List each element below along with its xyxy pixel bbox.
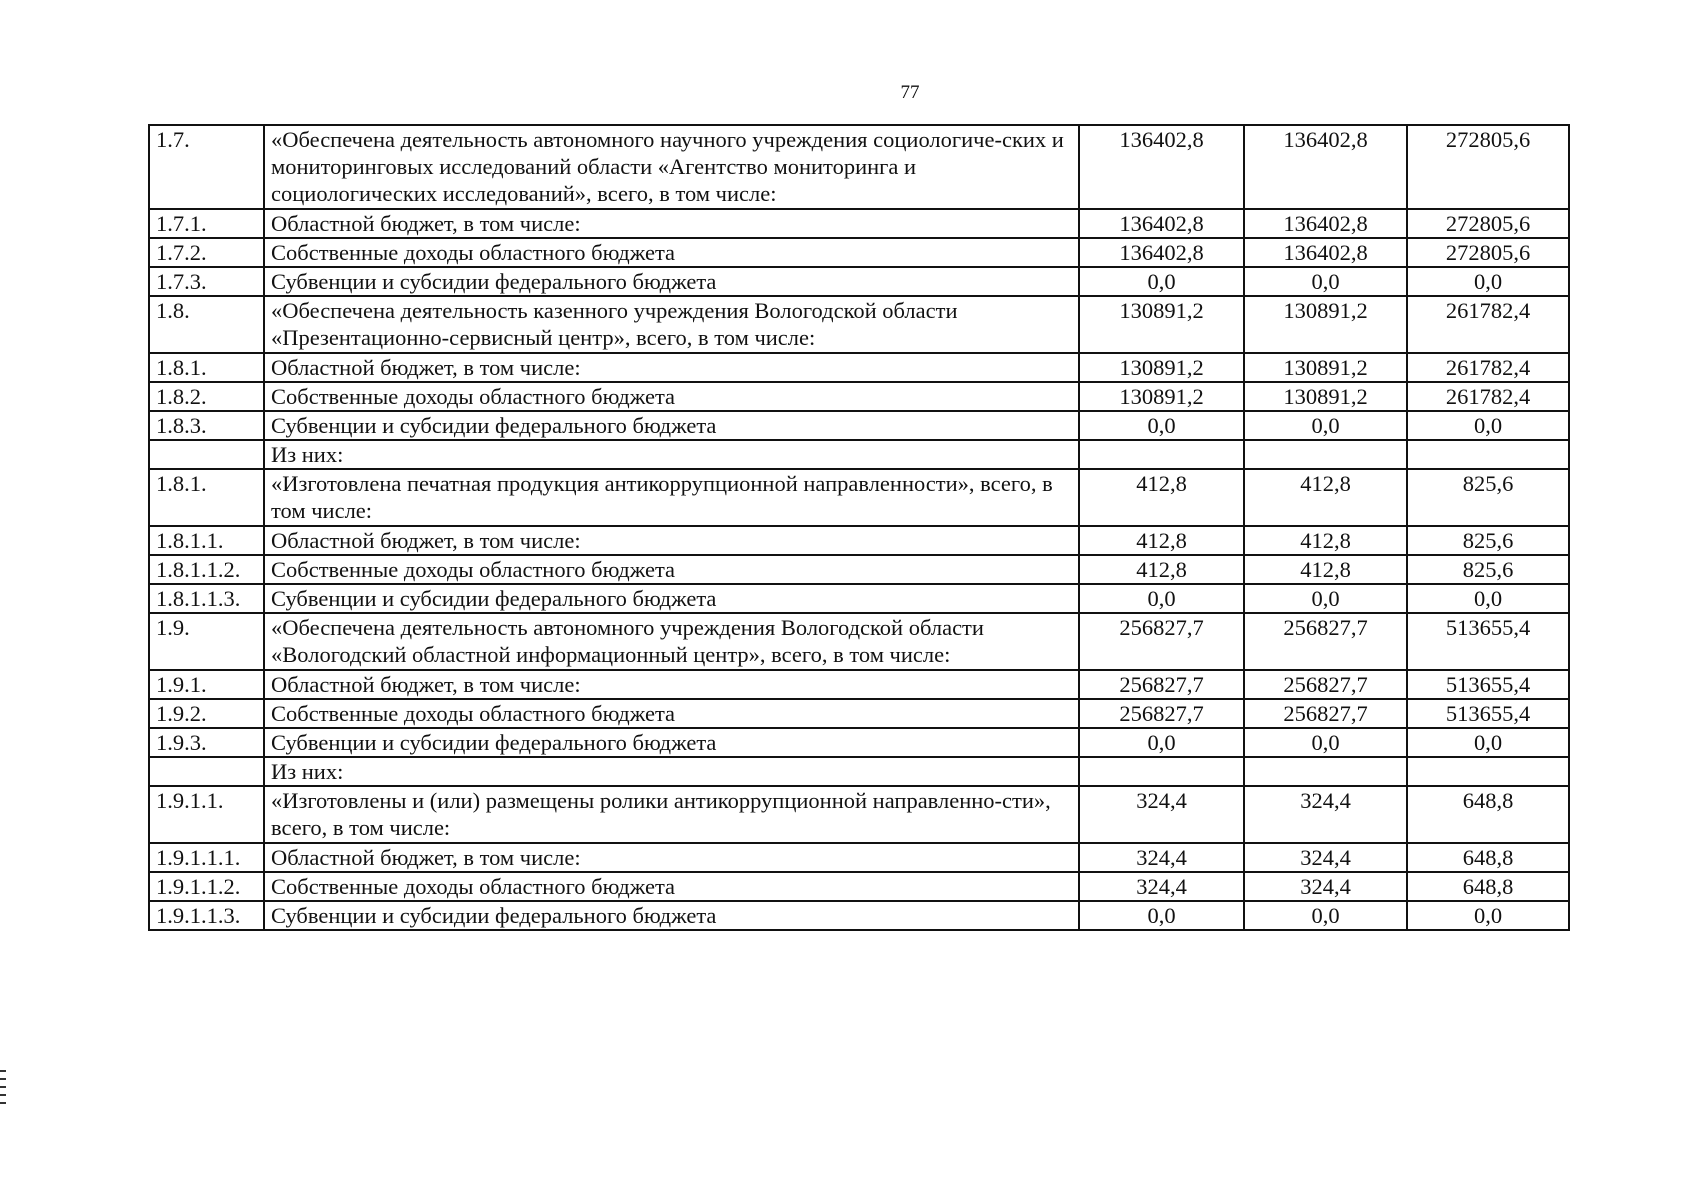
table-row (149, 699, 1569, 728)
row-number: 1.9.1.1. (149, 786, 264, 843)
table-row (149, 382, 1569, 411)
row-value-1: 0,0 (1079, 411, 1244, 440)
row-value-3: 825,6 (1407, 526, 1569, 555)
row-value-2: 130891,2 (1244, 382, 1407, 411)
row-value-1: 324,4 (1079, 872, 1244, 901)
row-name: Собственные доходы областного бюджета (264, 699, 1079, 728)
row-value-3: 272805,6 (1407, 125, 1569, 209)
row-value-2: 0,0 (1244, 411, 1407, 440)
row-value-1: 136402,8 (1079, 209, 1244, 238)
table-row (149, 238, 1569, 267)
row-value-2: 256827,7 (1244, 699, 1407, 728)
row-name: Областной бюджет, в том числе: (264, 526, 1079, 555)
row-value-3: 261782,4 (1407, 296, 1569, 353)
row-number: 1.7.1. (149, 209, 264, 238)
row-value-3: 513655,4 (1407, 670, 1569, 699)
row-name: «Обеспечена деятельность автономного научного учреждения социологиче-ских и мониторинговых исследований области «Агентство мониторинга и социологических исследований», всего, в том числе: (264, 125, 1079, 209)
table-row (149, 353, 1569, 382)
row-name: Из них: (264, 440, 1079, 469)
row-value-2: 412,8 (1244, 555, 1407, 584)
row-value-1: 412,8 (1079, 555, 1244, 584)
row-value-3: 825,6 (1407, 469, 1569, 526)
row-value-1: 0,0 (1079, 584, 1244, 613)
table-row (149, 555, 1569, 584)
table-row (149, 728, 1569, 757)
row-value-3: 513655,4 (1407, 613, 1569, 670)
row-value-2: 130891,2 (1244, 353, 1407, 382)
row-name: Из них: (264, 757, 1079, 786)
row-name: «Обеспечена деятельность автономного учреждения Вологодской области «Вологодский областной информационный центр», всего, в том числе: (264, 613, 1079, 670)
row-value-2: 0,0 (1244, 584, 1407, 613)
table-row (149, 296, 1569, 353)
row-number: 1.9.1.1.2. (149, 872, 264, 901)
row-value-1: 0,0 (1079, 901, 1244, 930)
row-value-3 (1407, 757, 1569, 786)
row-value-2: 136402,8 (1244, 209, 1407, 238)
row-value-1: 130891,2 (1079, 296, 1244, 353)
row-name: Собственные доходы областного бюджета (264, 238, 1079, 267)
row-value-1: 412,8 (1079, 469, 1244, 526)
row-value-3: 513655,4 (1407, 699, 1569, 728)
row-value-1: 256827,7 (1079, 613, 1244, 670)
table-row (149, 411, 1569, 440)
table-row (149, 872, 1569, 901)
row-value-3: 272805,6 (1407, 209, 1569, 238)
row-name: Субвенции и субсидии федерального бюджета (264, 411, 1079, 440)
row-value-2: 324,4 (1244, 786, 1407, 843)
row-value-1: 130891,2 (1079, 382, 1244, 411)
row-value-3: 0,0 (1407, 411, 1569, 440)
row-number: 1.9.1.1.1. (149, 843, 264, 872)
row-name: Собственные доходы областного бюджета (264, 555, 1079, 584)
row-value-3: 648,8 (1407, 786, 1569, 843)
row-value-2: 136402,8 (1244, 238, 1407, 267)
row-value-3: 272805,6 (1407, 238, 1569, 267)
row-number: 1.8.1.1. (149, 526, 264, 555)
row-name: Субвенции и субсидии федерального бюджета (264, 728, 1079, 757)
row-number: 1.9. (149, 613, 264, 670)
row-number: 1.8. (149, 296, 264, 353)
row-value-2 (1244, 440, 1407, 469)
row-value-2: 0,0 (1244, 267, 1407, 296)
table-row (149, 670, 1569, 699)
row-name: Субвенции и субсидии федерального бюджета (264, 901, 1079, 930)
table-row (149, 613, 1569, 670)
row-value-2: 256827,7 (1244, 670, 1407, 699)
table-row (149, 584, 1569, 613)
row-number: 1.9.1. (149, 670, 264, 699)
row-number (149, 440, 264, 469)
row-value-3: 648,8 (1407, 872, 1569, 901)
row-value-1: 130891,2 (1079, 353, 1244, 382)
row-value-2: 412,8 (1244, 469, 1407, 526)
row-name: Областной бюджет, в том числе: (264, 209, 1079, 238)
table-row (149, 526, 1569, 555)
table-row (149, 843, 1569, 872)
row-value-1: 256827,7 (1079, 670, 1244, 699)
row-value-1 (1079, 757, 1244, 786)
row-value-3: 825,6 (1407, 555, 1569, 584)
row-value-1: 324,4 (1079, 786, 1244, 843)
row-value-2: 324,4 (1244, 872, 1407, 901)
scan-artifact-marks (0, 1070, 6, 1130)
row-number: 1.8.1. (149, 469, 264, 526)
row-name: Собственные доходы областного бюджета (264, 382, 1079, 411)
row-name: «Изготовлена печатная продукция антикоррупционной направленности», всего, в том числе: (264, 469, 1079, 526)
row-value-3: 261782,4 (1407, 382, 1569, 411)
row-value-3: 261782,4 (1407, 353, 1569, 382)
table-row (149, 901, 1569, 930)
row-name: Областной бюджет, в том числе: (264, 353, 1079, 382)
row-name: Собственные доходы областного бюджета (264, 872, 1079, 901)
row-value-3: 648,8 (1407, 843, 1569, 872)
budget-table (148, 124, 1570, 931)
row-value-1: 136402,8 (1079, 238, 1244, 267)
row-number: 1.8.1.1.2. (149, 555, 264, 584)
page-number: 77 (900, 82, 920, 103)
row-value-2 (1244, 757, 1407, 786)
table-row (149, 267, 1569, 296)
row-name: Областной бюджет, в том числе: (264, 670, 1079, 699)
row-number: 1.9.3. (149, 728, 264, 757)
row-value-3: 0,0 (1407, 584, 1569, 613)
row-value-2: 136402,8 (1244, 125, 1407, 209)
row-value-3: 0,0 (1407, 728, 1569, 757)
row-value-2: 0,0 (1244, 728, 1407, 757)
row-number: 1.8.3. (149, 411, 264, 440)
table-row (149, 786, 1569, 843)
row-value-1: 324,4 (1079, 843, 1244, 872)
row-name: Субвенции и субсидии федерального бюджета (264, 584, 1079, 613)
row-number: 1.7.2. (149, 238, 264, 267)
row-value-1: 0,0 (1079, 728, 1244, 757)
row-value-2: 324,4 (1244, 843, 1407, 872)
table-row (149, 209, 1569, 238)
row-number: 1.8.1.1.3. (149, 584, 264, 613)
row-value-1: 256827,7 (1079, 699, 1244, 728)
row-value-1 (1079, 440, 1244, 469)
table-row (149, 440, 1569, 469)
row-value-3: 0,0 (1407, 267, 1569, 296)
row-number: 1.7.3. (149, 267, 264, 296)
row-number: 1.8.2. (149, 382, 264, 411)
table-row (149, 469, 1569, 526)
row-value-3: 0,0 (1407, 901, 1569, 930)
row-name: «Обеспечена деятельность казенного учреждения Вологодской области «Презентационно-сервисный центр», всего, в том числе: (264, 296, 1079, 353)
row-value-1: 136402,8 (1079, 125, 1244, 209)
row-value-2: 412,8 (1244, 526, 1407, 555)
row-value-3 (1407, 440, 1569, 469)
row-value-2: 130891,2 (1244, 296, 1407, 353)
row-name: Областной бюджет, в том числе: (264, 843, 1079, 872)
row-value-1: 0,0 (1079, 267, 1244, 296)
row-number (149, 757, 264, 786)
row-number: 1.8.1. (149, 353, 264, 382)
row-number: 1.9.2. (149, 699, 264, 728)
table-row (149, 757, 1569, 786)
row-value-2: 256827,7 (1244, 613, 1407, 670)
row-number: 1.7. (149, 125, 264, 209)
table-row (149, 125, 1569, 209)
row-number: 1.9.1.1.3. (149, 901, 264, 930)
row-name: «Изготовлены и (или) размещены ролики антикоррупционной направленно-сти», всего, в том числе: (264, 786, 1079, 843)
row-value-1: 412,8 (1079, 526, 1244, 555)
row-name: Субвенции и субсидии федерального бюджета (264, 267, 1079, 296)
row-value-2: 0,0 (1244, 901, 1407, 930)
